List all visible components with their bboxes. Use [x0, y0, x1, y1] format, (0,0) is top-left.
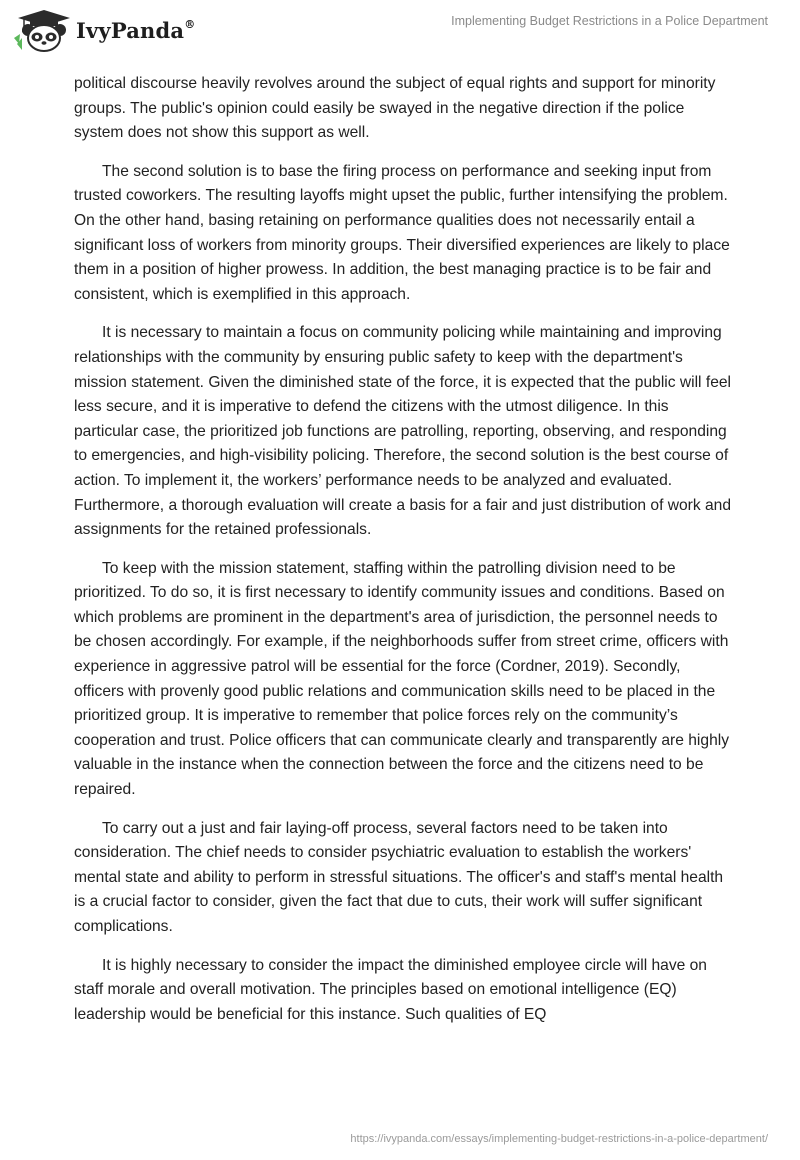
paragraph-layoff-process: To carry out a just and fair laying-off process, several factors need to be taken into consideration. The chief needs to consider psychiatric evaluation to establish the workers' mental state and ability to perform in stressful situations. The officer's and staff's mental health is a crucial factor to consider, given the fact that due to cuts, their work will suffer significant complications. — [74, 819, 724, 935]
registered-mark: ® — [184, 17, 196, 31]
ivypanda-logo[interactable] — [14, 8, 195, 52]
brand-text: IvyPanda — [76, 17, 185, 43]
paragraph-community-policing: It is necessary to maintain a focus on community policing while maintaining and improving relationships with the community by ensuring public safety to keep with the department's mission statement. Given the diminished state of the force, it is expected that the public will feel less secure, and it is imperative to defend the citizens with the utmost diligence. In this particular case, the prioritized job functions are patrolling, reporting, observing, and responding to emergencies, and high-visibility policing. Therefore, the second solution is the best course of action. To implement it, the workers’ performance needs to be analyzed and evaluated. Furthermore, a thorough evaluation will create a basis for a fair and just distribution of work and assignments for the retained professionals. — [74, 324, 732, 539]
panda-graduate-icon — [14, 8, 70, 52]
essay-body — [74, 72, 734, 1041]
page-header — [0, 0, 800, 64]
brand-name — [76, 18, 195, 43]
paragraph-continuation: political discourse heavily revolves around the subject of equal rights and support for minority groups. The public's opinion could easily be swayed in the negative direction if the police system does not show this support as well. — [74, 75, 716, 142]
source-url[interactable]: https://ivypanda.com/essays/implementing-budget-restrictions-in-a-police-department/ — [350, 1133, 768, 1145]
paragraph-second-solution: The second solution is to base the firing process on performance and seeking input from trusted coworkers. The resulting layoffs might upset the public, further intensifying the problem. On the other hand, basing retaining on performance qualities does not necessarily entail a significant loss of workers from minority groups. Their diversified experiences are likely to place them in a position of higher prowess. In addition, the best managing practice is to be fair and consistent, which is exemplified in this approach. — [74, 162, 730, 303]
document-title: Implementing Budget Restrictions in a Police Department — [451, 14, 768, 28]
paragraph-staff-morale: It is highly necessary to consider the impact the diminished employee circle will have on staff morale and overall motivation. The principles based on emotional intelligence (EQ) leadership would be beneficial for this instance. Such qualities of EQ — [74, 956, 707, 1023]
paragraph-staffing-priority: To keep with the mission statement, staffing within the patrolling division need to be prioritized. To do so, it is first necessary to identify community issues and conditions. Based on which problems are prominent in the department's area of jurisdiction, the personnel needs to be chosen accordingly. For example, if the neighborhoods suffer from street crime, officers with experience in aggressive patrol will be essential for the force (Cordner, 2019). Secondly, officers with provenly good public relations and communication skills need to be placed in the prioritized group. It is imperative to remember that police forces rely on the community’s cooperation and trust. Police officers that can communicate clearly and transparently are highly valuable in the instance when the connection between the force and the citizens need to be repaired. — [74, 559, 729, 799]
